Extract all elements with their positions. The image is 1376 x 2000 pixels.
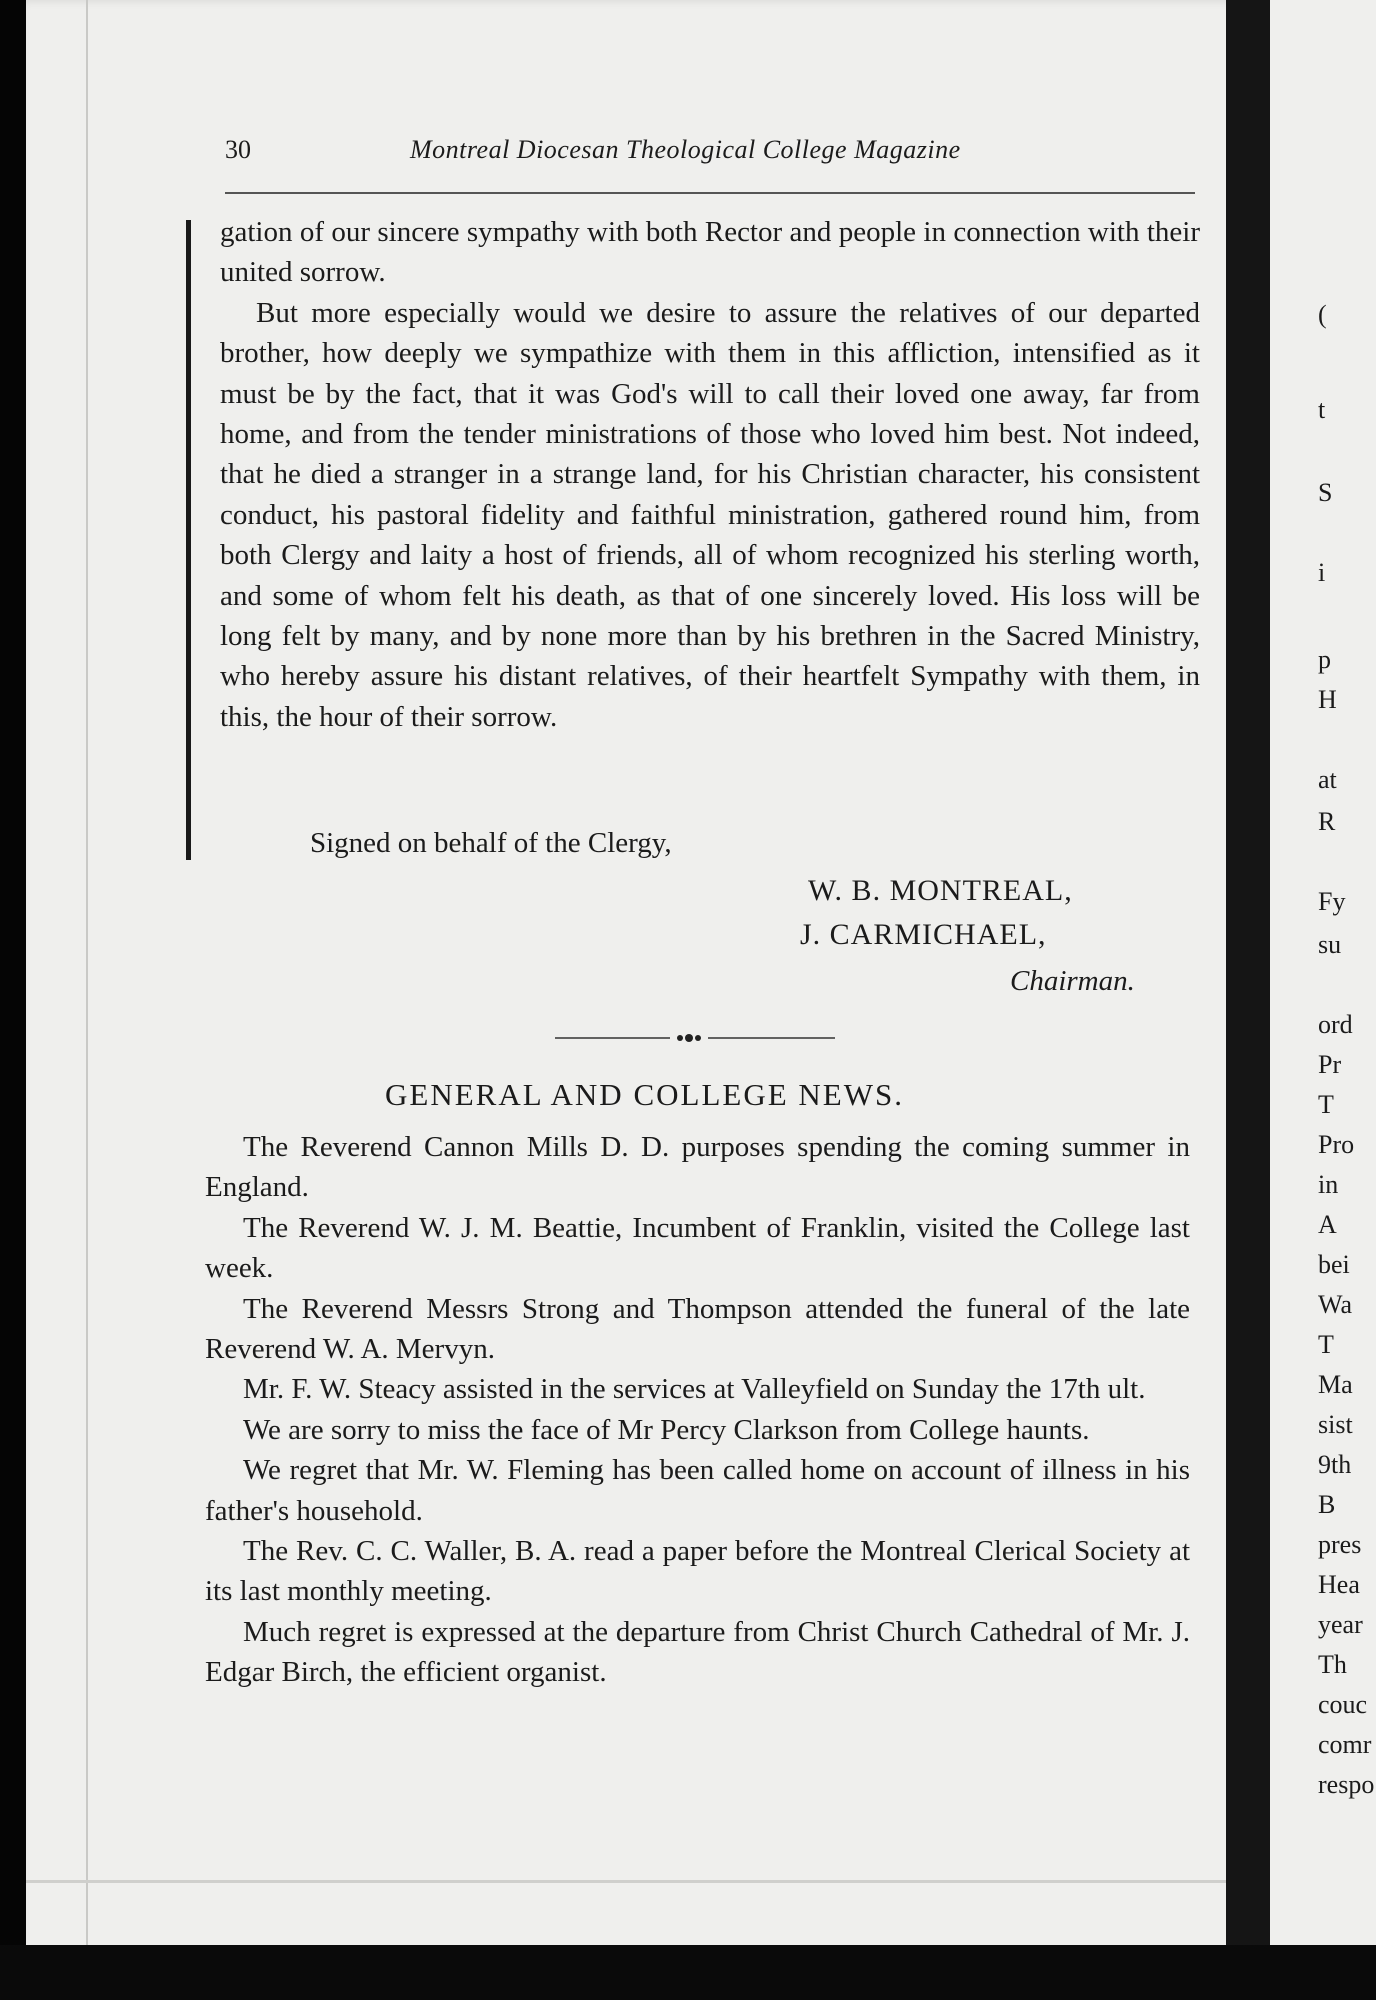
- facing-fragment: i: [1318, 558, 1326, 587]
- signer-name: J. CARMICHAEL,: [800, 918, 1047, 951]
- facing-fragment: Wa: [1318, 1290, 1352, 1319]
- facing-fragment: (: [1318, 300, 1327, 329]
- facing-fragment: ord: [1318, 1010, 1353, 1039]
- facing-fragment: R: [1318, 807, 1336, 836]
- resolution-paragraph: But more especially would we desire to assure the relatives of our departed brother, how deeply we sympathize with them in this affliction, intensified as it must be by the fact, that it was God's will to call their loved one away, far from home, and from the tender ministrations of those who loved him best. Not indeed, that he died a stranger in a strange land, for his Christian character, his consistent conduct, his pastoral fidelity and faithful ministration, gathered round him, from both Clergy and laity a host of friends, all of whom recognized his sterling worth, and some of whom felt his death, as that of one sincerely loved. His loss will be long felt by many, and by none more than by his brethren in the Sacred Ministry, who hereby assure his distant relatives, of their heartfelt Sympathy with them, in this, the hour of their sorrow.: [220, 296, 1200, 733]
- page-bottom-edge: [26, 1880, 1226, 1883]
- section-ornament: [555, 1030, 835, 1046]
- book-gutter: [1226, 0, 1270, 1980]
- signed-line: Signed on behalf of the Clergy,: [310, 827, 672, 859]
- signer-name: W. B. MONTREAL,: [808, 874, 1073, 907]
- facing-fragment: Fy: [1318, 887, 1346, 916]
- facing-fragment: comr: [1318, 1730, 1372, 1759]
- facing-fragment: at: [1318, 765, 1337, 794]
- facing-fragment: sist: [1318, 1410, 1353, 1439]
- page-number: 30: [225, 135, 251, 164]
- facing-fragment: in: [1318, 1170, 1339, 1199]
- news-item: The Reverend Messrs Strong and Thompson attended the funeral of the late Reverend W. A. Mervyn.: [205, 1292, 1190, 1366]
- resolution-text: [220, 212, 1200, 737]
- news-item: Mr. F. W. Steacy assisted in the services at Valleyfield on Sunday the 17th ult.: [243, 1373, 1146, 1406]
- facing-fragment: T: [1318, 1330, 1334, 1359]
- facing-fragment: H: [1318, 685, 1337, 714]
- facing-fragment: A: [1318, 1210, 1337, 1239]
- facing-fragment: couc: [1318, 1690, 1368, 1719]
- news-item: We are sorry to miss the face of Mr Percy Clarkson from College haunts.: [243, 1413, 1090, 1446]
- news-item: The Reverend W. J. M. Beattie, Incumbent of Franklin, visited the College last week.: [205, 1211, 1190, 1285]
- facing-fragment: Th: [1318, 1650, 1347, 1679]
- facing-fragment: su: [1318, 930, 1342, 959]
- resolution-paragraph: gation of our sincere sympathy with both Rector and people in connection with their united sorrow.: [220, 216, 1200, 289]
- news-item: The Reverend Cannon Mills D. D. purposes spending the coming summer in England.: [205, 1131, 1190, 1204]
- facing-page: [1270, 0, 1376, 1980]
- facing-fragment: Pr: [1318, 1050, 1342, 1079]
- facing-fragment: Ma: [1318, 1370, 1353, 1399]
- news-item: The Rev. C. C. Waller, B. A. read a paper before the Montreal Clerical Society at its last monthly meeting.: [205, 1535, 1190, 1608]
- scan-background: [0, 1945, 1376, 2000]
- facing-fragment: pres: [1318, 1530, 1362, 1559]
- facing-fragment: 9th: [1318, 1450, 1352, 1479]
- signer-role: Chairman.: [1010, 965, 1135, 997]
- facing-fragment: p: [1318, 645, 1331, 674]
- section-heading: GENERAL AND COLLEGE NEWS.: [385, 1077, 904, 1112]
- facing-fragment: year: [1318, 1610, 1363, 1639]
- facing-fragment: B: [1318, 1490, 1336, 1519]
- facing-fragment: Pro: [1318, 1130, 1355, 1159]
- running-head: [225, 135, 1205, 175]
- news-item: Much regret is expressed at the departure from Christ Church Cathedral of Mr. J. Edgar Birch, the efficient organist.: [205, 1615, 1190, 1689]
- facing-fragment: respo: [1318, 1770, 1375, 1799]
- magazine-title: Montreal Diocesan Theological College Magazine: [410, 135, 961, 164]
- margin-bar: [186, 220, 191, 860]
- page-edge-line: [86, 0, 88, 1980]
- facing-fragment: T: [1318, 1090, 1334, 1119]
- news-item: We regret that Mr. W. Fleming has been called home on account of illness in his father's household.: [205, 1454, 1190, 1527]
- facing-fragment: bei: [1318, 1250, 1350, 1279]
- header-rule: [225, 192, 1195, 194]
- news-list: [205, 1127, 1190, 1693]
- facing-fragment: S: [1318, 478, 1333, 507]
- facing-fragment: t: [1318, 395, 1326, 424]
- facing-fragment: Hea: [1318, 1570, 1360, 1599]
